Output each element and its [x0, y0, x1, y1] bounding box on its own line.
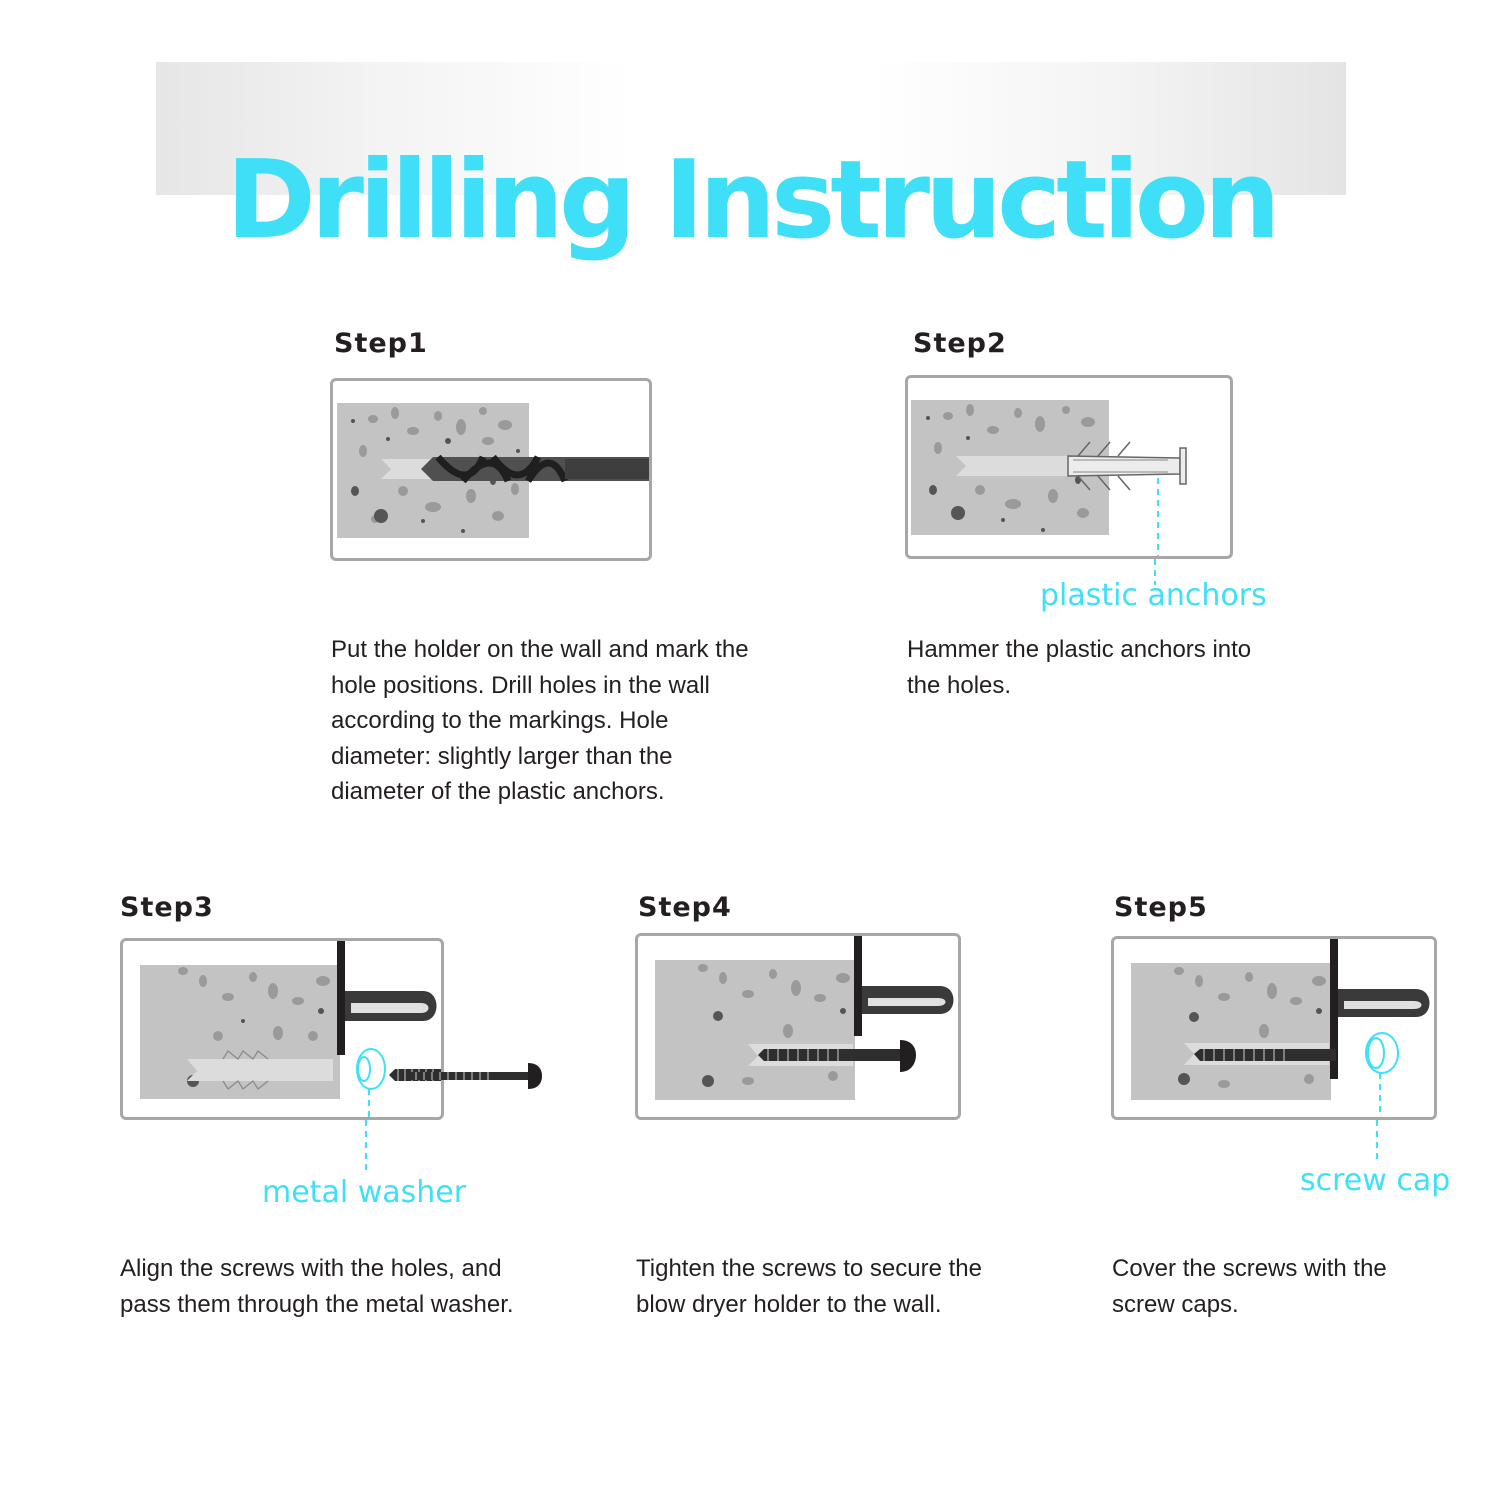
screw-icon [1194, 1049, 1336, 1061]
screw-cap-label: screw cap [1300, 1163, 1451, 1198]
wall-section [140, 965, 340, 1099]
step4-description: Tighten the screws to secure the blow dryer holder to the wall. [636, 1255, 982, 1318]
step5-description: Cover the screws with the screw caps. [1112, 1255, 1387, 1318]
step2-description: Hammer the plastic anchors into the holes. [907, 636, 1252, 699]
metal-washer-icon [357, 1049, 385, 1089]
step5-title: Step5 [1114, 892, 1208, 923]
step5-illustration [1111, 936, 1437, 1120]
plastic-anchors-label: plastic anchors [1040, 578, 1267, 613]
step2-illustration [905, 375, 1233, 559]
step3-description: Align the screws with the holes, and pass them through the metal washer. [120, 1255, 514, 1318]
callout-leader-line [364, 1120, 370, 1172]
step1-description: Put the holder on the wall and mark the hole positions. Drill holes in the wall according to the markings. Hole diameter: slightly larger than the diameter of the plastic anchors. [331, 636, 749, 805]
step4-title: Step4 [638, 892, 732, 923]
holder-bracket-icon [337, 941, 437, 1055]
callout-leader-line [1375, 1120, 1381, 1164]
drill-bit-icon [421, 457, 649, 481]
holder-bracket-icon [854, 936, 954, 1036]
step2-title: Step2 [913, 328, 1007, 359]
step1-illustration [330, 378, 652, 561]
step3-title: Step3 [120, 892, 214, 923]
screw-cap-icon [1366, 1033, 1398, 1073]
wall-section [655, 960, 855, 1100]
page-title: Drilling Instruction [226, 137, 1276, 263]
step4-illustration [635, 933, 961, 1120]
screw-icon [410, 1055, 546, 1095]
wall-section [1131, 963, 1331, 1100]
step3-illustration [120, 938, 444, 1120]
metal-washer-label: metal washer [262, 1175, 467, 1210]
step1-title: Step1 [334, 328, 428, 359]
